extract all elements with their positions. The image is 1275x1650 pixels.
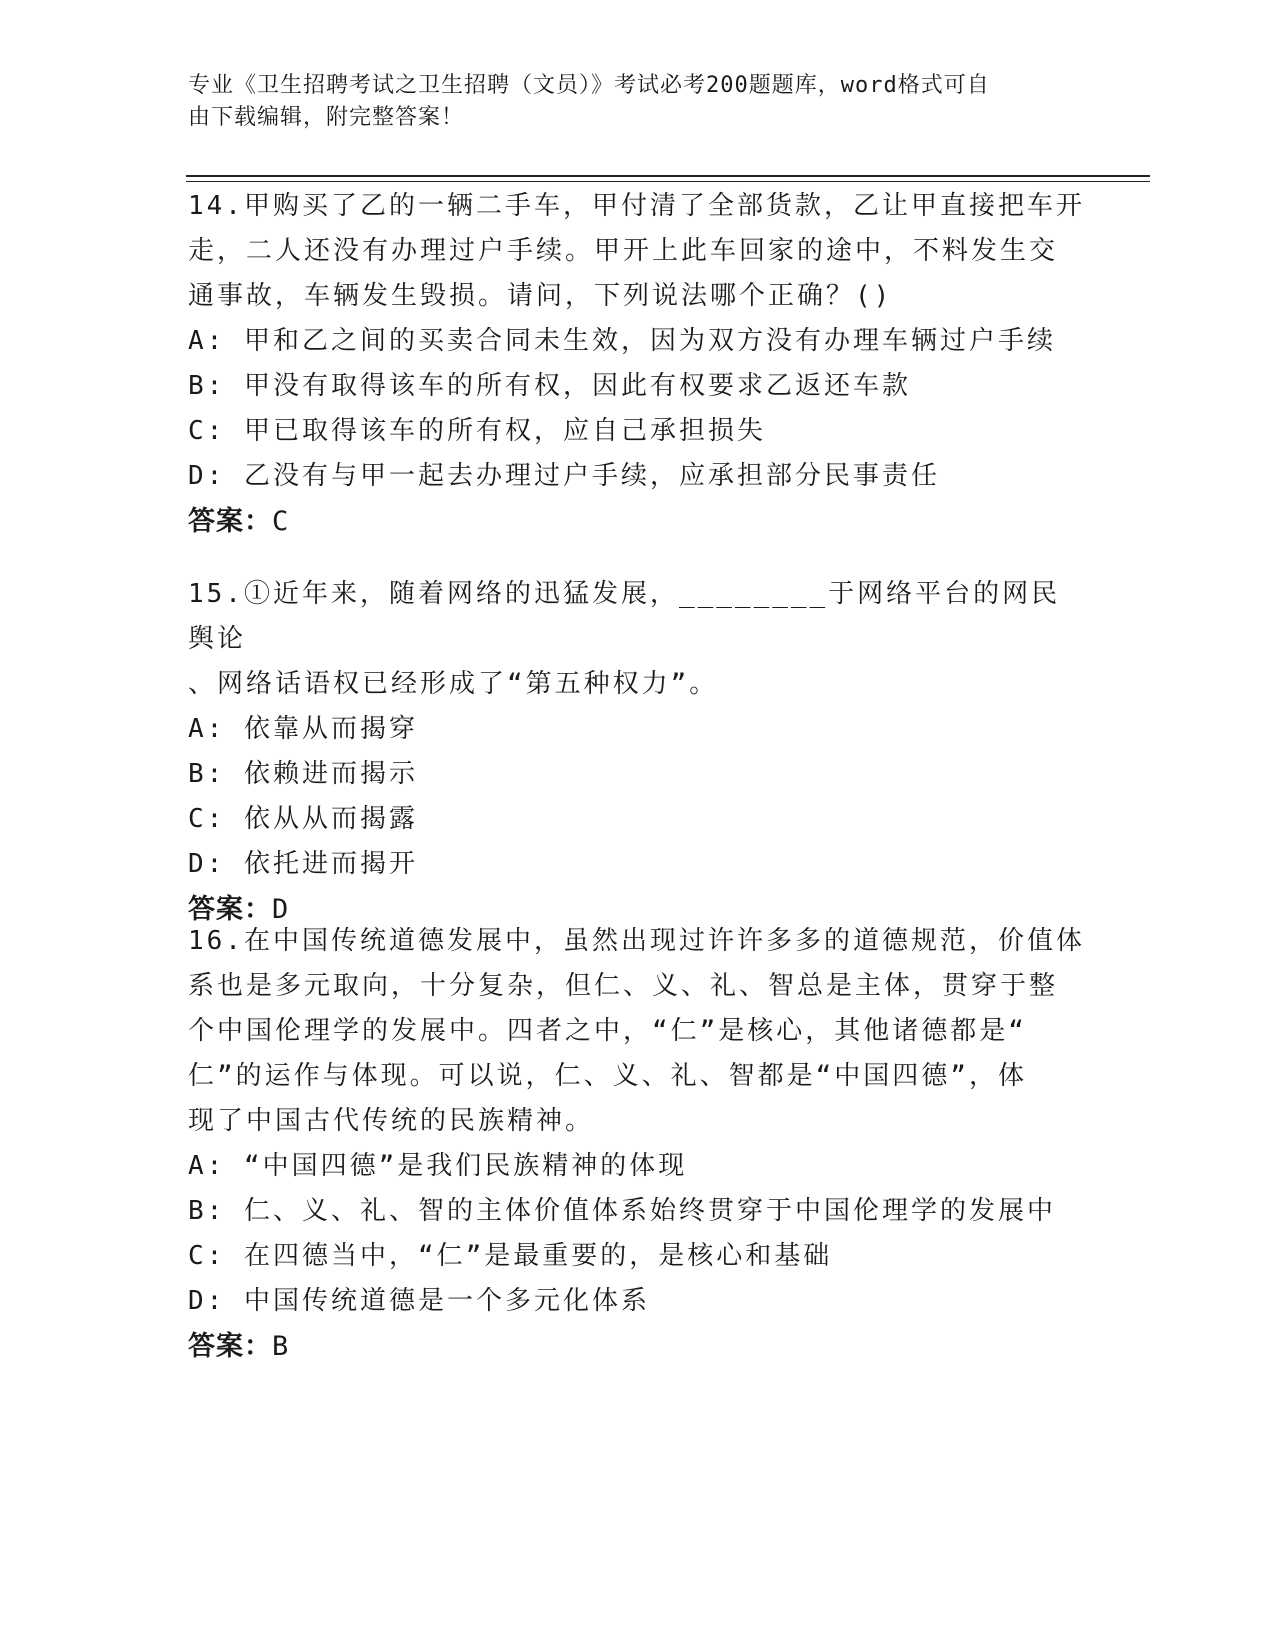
question-stem-line: 、网络话语权已经形成了“第五种权力”。	[188, 669, 719, 699]
answer-line	[188, 1324, 1088, 1369]
answer-value: D	[272, 894, 290, 925]
question-stem-line: 通事故，车辆发生毁损。请问，下列说法哪个正确？()	[188, 281, 893, 311]
question-16	[188, 919, 1088, 1369]
document-header	[188, 70, 1068, 134]
option-c: C: 依从从而揭露	[188, 804, 418, 834]
header-divider-thin	[186, 181, 1150, 182]
answer-label: 答案：	[188, 506, 272, 537]
question-15	[188, 572, 1088, 932]
answer-value: C	[272, 506, 290, 537]
header-line-2: 由下载编辑，附完整答案！	[188, 105, 465, 130]
option-a: A: “中国四德”是我们民族精神的体现	[188, 1151, 688, 1181]
question-stem-line: 系也是多元取向，十分复杂，但仁、义、礼、智总是主体，贯穿于整	[188, 971, 1059, 1001]
option-c: C: 在四德当中，“仁”是最重要的，是核心和基础	[188, 1241, 833, 1271]
question-stem-line: 仁”的运作与体现。可以说，仁、义、礼、智都是“中国四德”，体	[188, 1061, 1027, 1091]
question-stem-line: 14.甲购买了乙的一辆二手车，甲付清了全部货款，乙让甲直接把车开	[188, 191, 1085, 221]
question-stem-line: 15.①近年来，随着网络的迅猛发展，________于网络平台的网民舆论	[188, 579, 1061, 654]
option-b: B: 仁、义、礼、智的主体价值体系始终贯穿于中国伦理学的发展中	[188, 1196, 1056, 1226]
option-d: D: 中国传统道德是一个多元化体系	[188, 1286, 650, 1316]
option-b: B: 依赖进而揭示	[188, 759, 418, 789]
answer-label: 答案：	[188, 894, 272, 925]
answer-line	[188, 499, 1088, 544]
answer-value: B	[272, 1331, 290, 1362]
header-divider-thick	[186, 175, 1150, 177]
question-14	[188, 184, 1088, 544]
answer-label: 答案：	[188, 1331, 272, 1362]
option-d: D: 乙没有与甲一起去办理过户手续，应承担部分民事责任	[188, 461, 940, 491]
question-stem-line: 个中国伦理学的发展中。四者之中，“仁”是核心，其他诸德都是“	[188, 1016, 1027, 1046]
header-line-1: 专业《卫生招聘考试之卫生招聘（文员）》考试必考200题题库，word格式可自	[188, 73, 990, 98]
option-a: A: 甲和乙之间的买卖合同未生效，因为双方没有办理车辆过户手续	[188, 326, 1056, 356]
option-d: D: 依托进而揭开	[188, 849, 418, 879]
question-stem-line: 16.在中国传统道德发展中，虽然出现过许许多多的道德规范，价值体	[188, 926, 1085, 956]
option-b: B: 甲没有取得该车的所有权，因此有权要求乙返还车款	[188, 371, 911, 401]
question-stem-line: 现了中国古代传统的民族精神。	[188, 1106, 595, 1136]
option-c: C: 甲已取得该车的所有权，应自己承担损失	[188, 416, 766, 446]
question-stem-line: 走，二人还没有办理过户手续。甲开上此车回家的途中，不料发生交	[188, 236, 1059, 266]
option-a: A: 依靠从而揭穿	[188, 714, 418, 744]
